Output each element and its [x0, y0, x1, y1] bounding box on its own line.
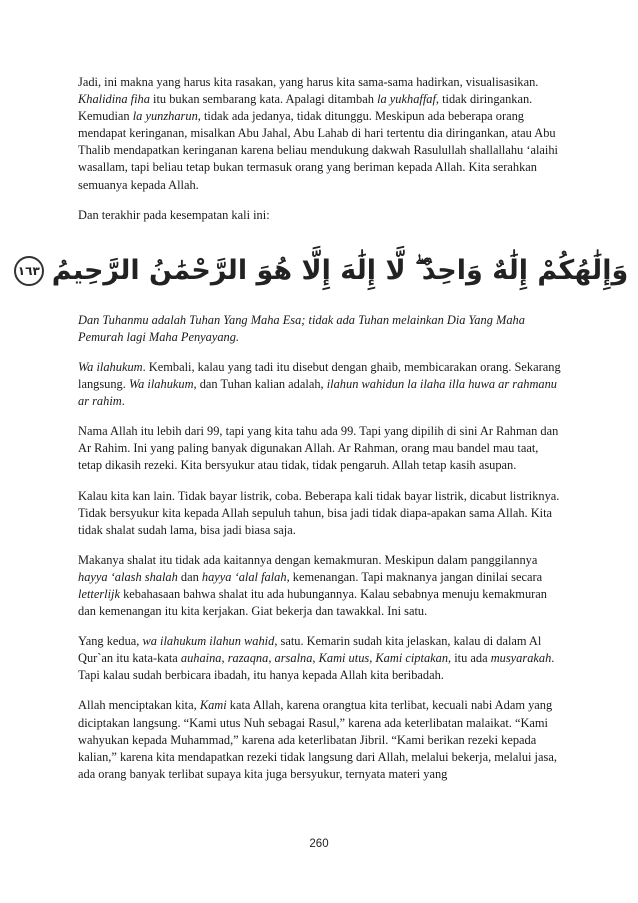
verse-arabic: وَإِلَٰهُكُمْ إِلَٰهٌ وَاحِدٌ ۖ لَّا إِلَٰهَ إِلَّا هُوَ الرَّحْمَٰنُ الرَّحِيمُ: [51, 254, 629, 286]
italic-term: auhaina: [180, 651, 222, 666]
ayah-number-mark: ١٦٣: [14, 256, 44, 286]
page-body: [17, 74, 629, 796]
paragraph-1: [78, 74, 564, 194]
paragraph-4: Nama Allah itu lebih dari 99, tapi yang kita tahu ada 99. Tapi yang dipilih di sini Ar Rahman dan Ar Rahim. Ini yang paling banyak digunakan Allah. Ar Rahman, orang mau bandel mau taat, tetap dikasih rezeki. Kita bersyukur atau tidak, tidak pengaruh. Allah tetap kasih asupan.: [78, 424, 559, 473]
paragraph-8: [78, 697, 564, 782]
italic-term: Kami ciptakan: [375, 651, 449, 666]
text: ,: [268, 651, 275, 666]
text: Makanya shalat itu tidak ada kaitannya dengan kemakmuran. Meskipun dalam panggilannya: [78, 552, 538, 567]
text: , dan Tuhan kalian adalah,: [193, 377, 327, 392]
text: kebahasaan bahwa shalat itu ada hubungannya. Kalau sebabnya menuju kemakmuran dan kemenangan itu kita kerjakan. Giat bekerja dan tawakkal. Ini satu.: [78, 586, 547, 619]
italic-term: wa ilahukum ilahun wahid: [142, 634, 275, 649]
text: ,: [369, 651, 376, 666]
italic-term: Kami: [199, 698, 227, 713]
text: . Kembali, kalau yang tadi itu disebut dengan ghaib, membicarakan orang. Sekarang langsung.: [78, 359, 561, 392]
italic-term: Khalidina fiha: [78, 92, 150, 107]
italic-term: la yukhaffaf: [377, 92, 436, 107]
arabic-verse-text: [14, 255, 628, 287]
text: , satu. Kemarin sudah kita jelaskan, kalau di dalam Al Qur`an itu kata-kata: [78, 634, 542, 666]
text: , itu ada: [448, 651, 491, 666]
text: ,: [312, 651, 319, 666]
text: . Tapi kalau sudah berbicara ibadah, itu hanya kepada Allah kita beribadah.: [78, 651, 555, 683]
italic-term: la yunzharun: [132, 109, 198, 124]
italic-term: razaqna: [227, 651, 269, 666]
italic-term: Kami utus: [318, 651, 370, 666]
text: kata Allah, karena orangtua kita terlibat, kecuali nabi Adam yang diciptakan langsung. “Kami utus Nuh sebagai Rasul,” karena ada keterlibatan malaikat. “Kami wahyukan kepada Muhammad,” karena ada keterlibatan Jibril. “Kami berikan rezeki kepada kalian,” karena kita mendapatkan rezeki tidak langsung dari Allah, melalui bekerja, melalui jasa, ada orang banyak terlibat supaya kita juga bersyukur, ternyata materi yang: [78, 698, 557, 781]
text: Yang kedua,: [78, 634, 143, 649]
text: , tidak diringankan. Kemudian: [78, 92, 533, 124]
paragraph-5: Kalau kita kan lain. Tidak bayar listrik, coba. Beberapa kali tidak bayar listrik, dicabut listriknya. Tidak bersyukur kita kepada Allah sepuluh tahun, bisa jadi tidak diapa-apakan sama Allah. Kita tidak shalat sudah lama, bisa jadi biasa saja.: [78, 488, 560, 537]
italic-term: arsalna: [274, 651, 313, 666]
italic-term: hayya ‘alal falah: [201, 569, 287, 584]
paragraph-2: Dan terakhir pada kesempatan kali ini:: [78, 207, 270, 222]
page-number: 260: [309, 838, 329, 850]
paragraph-6: [78, 552, 564, 620]
italic-term: Wa ilahukum: [78, 359, 143, 374]
italic-term: hayya ‘alash shalah: [78, 569, 178, 584]
text: .: [121, 394, 125, 409]
text: , tidak ada jedanya, tidak ditunggu. Meskipun ada beberapa orang mendapat keringanan, misalkan Abu Jahal, Abu Lahab di hari tertentu dia diringankan, atau Abu Thalib mendapatkan keringanan karena beliau mendukung dakwah Rasulullah shallallahu ‘alaihi wasallam, tapi beliau tetap bukan termasuk orang yang beriman kepada Allah. Kita serahkan semuanya kepada Allah.: [78, 109, 558, 192]
verse-translation: [78, 312, 564, 346]
text: Jadi, ini makna yang harus kita rasakan, yang harus kita sama-sama hadirkan, visualisasikan.: [78, 75, 539, 89]
text: ,: [221, 651, 228, 666]
text: itu bukan sembarang kata. Apalagi ditambah: [149, 92, 378, 107]
italic-term: ilahun wahidun la ilaha illa huwa ar rahmanu ar rahim: [78, 377, 557, 409]
italic-term: musyarakah: [490, 651, 552, 666]
text: Allah menciptakan kita,: [78, 698, 200, 713]
paragraph-7: [78, 633, 564, 684]
text: , kemenangan. Tapi maknanya jangan dinilai secara: [286, 569, 543, 584]
text: dan: [177, 569, 202, 584]
paragraph-3: [78, 359, 564, 410]
italic-term: letterlijk: [78, 586, 120, 601]
quran-verse: [17, 240, 629, 302]
translation-text: Dan Tuhanmu adalah Tuhan Yang Maha Esa; tidak ada Tuhan melainkan Dia Yang Maha Pemurah lagi Maha Penyayang.: [78, 312, 525, 344]
italic-term: Wa ilahukum: [128, 377, 194, 392]
